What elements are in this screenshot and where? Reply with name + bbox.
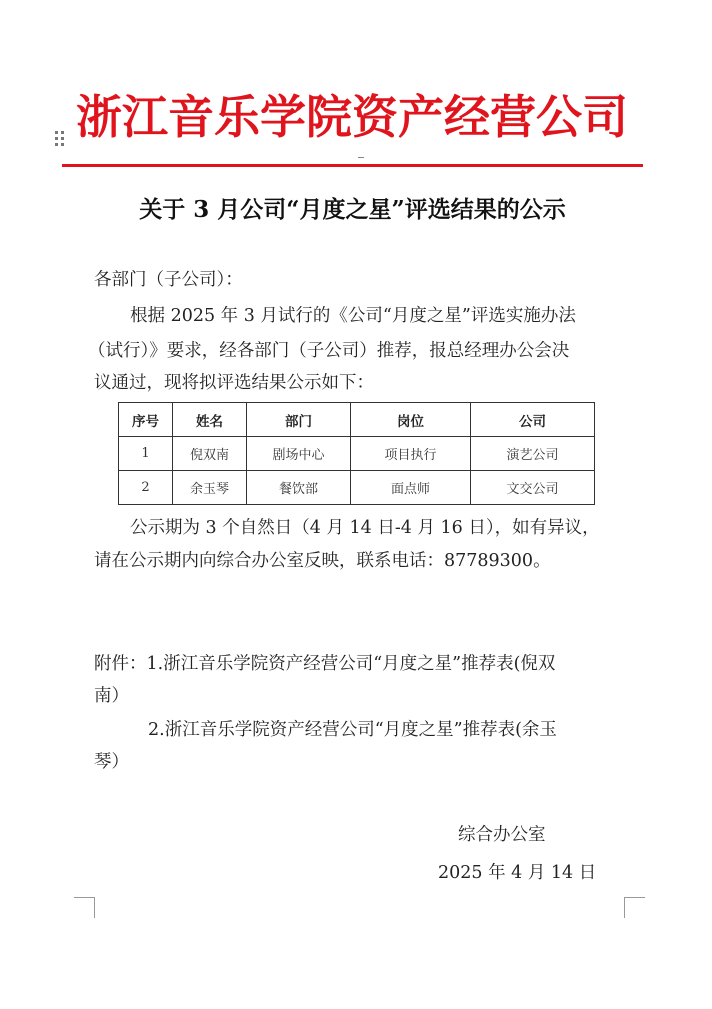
header-position: 岗位 bbox=[351, 403, 471, 437]
cell-position: 项目执行 bbox=[351, 437, 471, 471]
cell-index: 1 bbox=[119, 437, 173, 471]
notice-title: 关于 3 月公司“月度之星”评选结果的公示 bbox=[139, 196, 566, 223]
page-margin-corner-right bbox=[624, 897, 645, 918]
result-table bbox=[118, 402, 595, 505]
cell-index: 2 bbox=[119, 471, 173, 505]
header-name: 姓名 bbox=[173, 403, 247, 437]
header-index: 序号 bbox=[119, 403, 173, 437]
intro-line-1: 根据 2025 年 3 月试行的《公司“月度之星”评选实施办法 bbox=[130, 306, 576, 326]
signature-date: 2025 年 4 月 14 日 bbox=[438, 863, 597, 883]
attachments-item1-line1 bbox=[94, 650, 555, 675]
intro-line-2: （试行）》要求，经各部门（子公司）推荐，报总经理办公会决 bbox=[88, 341, 570, 361]
cell-name: 倪双南 bbox=[173, 437, 247, 471]
drag-handle-icon[interactable] bbox=[55, 131, 65, 147]
cursor-mark bbox=[358, 157, 364, 158]
attachment-1-text: 1.浙江音乐学院资产经营公司“月度之星”推荐表(倪双 bbox=[146, 654, 556, 674]
cell-department: 剧场中心 bbox=[247, 437, 351, 471]
page-margin-corner-left bbox=[74, 897, 95, 918]
intro-line-3: 议通过，现将拟评选结果公示如下： bbox=[94, 373, 374, 393]
cell-department: 餐饮部 bbox=[247, 471, 351, 505]
header-department: 部门 bbox=[247, 403, 351, 437]
cell-position: 面点师 bbox=[351, 471, 471, 505]
signature-office: 综合办公室 bbox=[458, 825, 546, 845]
table-header-row bbox=[119, 403, 595, 437]
org-letterhead-title: 浙江音乐学院资产经营公司 bbox=[76, 90, 628, 144]
attachment-1-line2: 南） bbox=[94, 686, 129, 706]
cell-company: 演艺公司 bbox=[471, 437, 595, 471]
cell-company: 文交公司 bbox=[471, 471, 595, 505]
attachment-2-line2: 琴） bbox=[94, 752, 129, 772]
period-line-1: 公示期为 3 个自然日（4 月 14 日-4 月 16 日），如有异议， bbox=[130, 518, 600, 538]
table-row bbox=[119, 471, 595, 505]
letterhead-red-rule bbox=[62, 164, 643, 167]
header-company: 公司 bbox=[471, 403, 595, 437]
salutation: 各部门（子公司）： bbox=[94, 270, 243, 290]
period-line-2: 请在公示期内向综合办公室反映，联系电话：87789300。 bbox=[94, 551, 551, 571]
attachments-label: 附件： bbox=[94, 654, 147, 674]
table-row bbox=[119, 437, 595, 471]
attachment-2-line1: 2.浙江音乐学院资产经营公司“月度之星”推荐表(余玉 bbox=[148, 720, 557, 740]
cell-name: 余玉琴 bbox=[173, 471, 247, 505]
